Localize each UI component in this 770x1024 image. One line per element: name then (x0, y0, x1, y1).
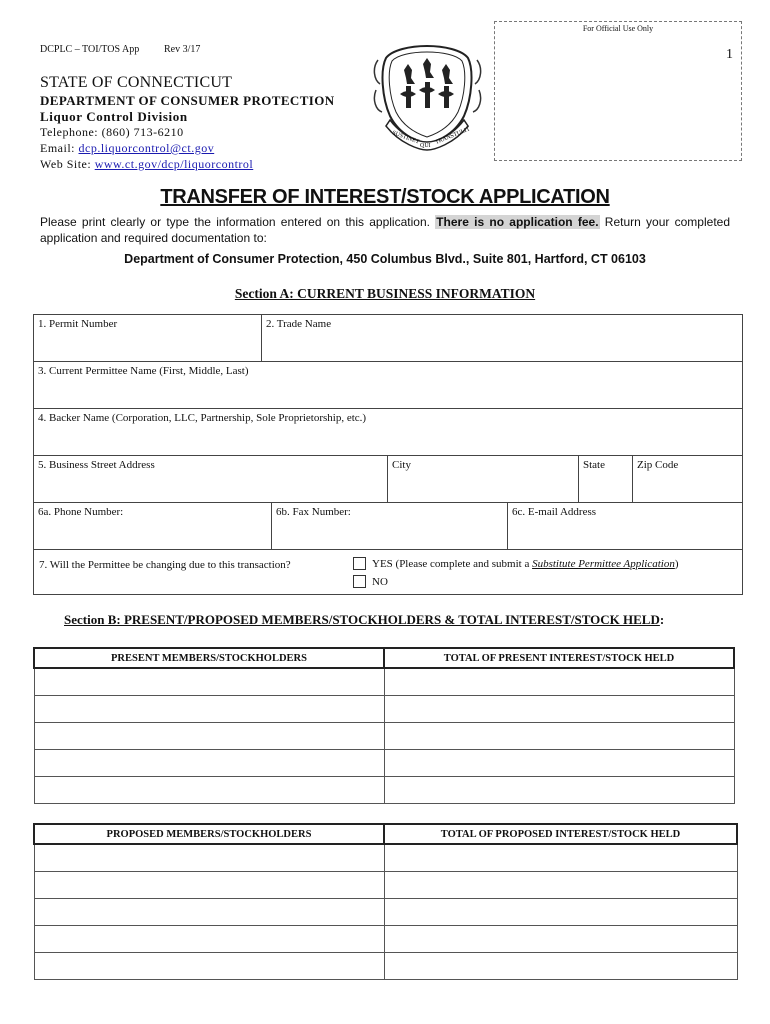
present-member-cell[interactable] (34, 750, 384, 777)
division-name: Liquor Control Division (40, 109, 188, 124)
state-name: STATE OF CONNECTICUT (40, 74, 233, 91)
backer-name-field[interactable]: 4. Backer Name (Corporation, LLC, Partnership, Sole Proprietorship, etc.) (33, 408, 743, 456)
yes-checkbox[interactable] (353, 557, 366, 570)
table-row (34, 668, 734, 696)
state-field[interactable]: State (578, 455, 633, 503)
present-member-cell[interactable] (34, 723, 384, 750)
proposed-interest-cell[interactable] (384, 953, 737, 980)
seal-motto-3: TRANSTULIT (434, 126, 472, 146)
no-option-label: NO (372, 576, 388, 588)
proposed-interest-cell[interactable] (384, 926, 737, 953)
present-interest-header: TOTAL OF PRESENT INTEREST/STOCK HELD (384, 648, 734, 668)
zip-code-field[interactable]: Zip Code (632, 455, 743, 503)
table-row (34, 926, 737, 953)
present-interest-cell[interactable] (384, 723, 734, 750)
intro-text: Please print clearly or type the information entered on this application. There is no application fee. Return your completed application and required documentation to: (40, 215, 730, 245)
seal-motto-1: SUSTINET (391, 130, 421, 146)
form-title: TRANSFER OF INTEREST/STOCK APPLICATION (160, 186, 610, 208)
phone-number-field[interactable]: 6a. Phone Number: (33, 502, 272, 550)
city-field[interactable]: City (387, 455, 579, 503)
department-name: DEPARTMENT OF CONSUMER PROTECTION (40, 93, 335, 108)
table-row (34, 750, 734, 777)
proposed-members-header: PROPOSED MEMBERS/STOCKHOLDERS (34, 824, 384, 844)
section-a-title: Section A: CURRENT BUSINESS INFORMATION (234, 286, 536, 301)
table-row (34, 872, 737, 899)
proposed-interest-cell[interactable] (384, 899, 737, 926)
permittee-name-field[interactable]: 3. Current Permittee Name (First, Middle, Last) (33, 361, 743, 409)
website-line: Web Site: www.ct.gov/dcp/liquorcontrol (40, 157, 254, 171)
present-interest-cell[interactable] (384, 777, 734, 804)
no-fee-highlight: There is no application fee. (436, 215, 599, 229)
email-address-field[interactable]: 6c. E-mail Address (507, 502, 743, 550)
proposed-interest-cell[interactable] (384, 872, 737, 899)
trade-name-field[interactable]: 2. Trade Name (261, 314, 743, 362)
present-members-header: PRESENT MEMBERS/STOCKHOLDERS (34, 648, 384, 668)
telephone-line: Telephone: (860) 713-6210 (40, 125, 184, 139)
page-number: 1 (726, 47, 733, 62)
table-row (34, 844, 737, 872)
no-checkbox[interactable] (353, 575, 366, 588)
yes-option-label: YES (Please complete and submit a Substitute Permittee Application) (372, 558, 679, 570)
permit-number-field[interactable]: 1. Permit Number (33, 314, 262, 362)
table-row (34, 723, 734, 750)
form-revision: Rev 3/17 (164, 44, 201, 55)
present-interest-cell[interactable] (384, 668, 734, 696)
proposed-member-cell[interactable] (34, 899, 384, 926)
email-line: Email: dcp.liquorcontrol@ct.gov (40, 141, 215, 155)
present-member-cell[interactable] (34, 777, 384, 804)
seal-motto-2: QUI (420, 143, 431, 149)
substitute-permittee-link[interactable]: Substitute Permittee Application (532, 558, 675, 570)
proposed-interest-header: TOTAL OF PROPOSED INTEREST/STOCK HELD (384, 824, 737, 844)
section-b-title: Section B: PRESENT/PROPOSED MEMBERS/STOCKHOLDERS & TOTAL INTEREST/STOCK HELD: (64, 612, 665, 627)
official-use-box (494, 21, 742, 161)
present-members-table (33, 647, 735, 804)
street-address-field[interactable]: 5. Business Street Address (33, 455, 388, 503)
table-row (34, 696, 734, 723)
present-member-cell[interactable] (34, 668, 384, 696)
mailing-address: Department of Consumer Protection, 450 Columbus Blvd., Suite 801, Hartford, CT 06103 (124, 252, 646, 266)
state-seal-icon (370, 40, 485, 158)
table-row (34, 953, 737, 980)
proposed-members-table (33, 823, 738, 980)
email-link[interactable]: dcp.liquorcontrol@ct.gov (78, 141, 215, 155)
proposed-member-cell[interactable] (34, 844, 384, 872)
proposed-member-cell[interactable] (34, 953, 384, 980)
table-row (34, 777, 734, 804)
proposed-interest-cell[interactable] (384, 844, 737, 872)
present-interest-cell[interactable] (384, 750, 734, 777)
permittee-change-question: 7. Will the Permittee be changing due to this transaction? (39, 559, 291, 571)
proposed-member-cell[interactable] (34, 872, 384, 899)
present-interest-cell[interactable] (384, 696, 734, 723)
official-use-label: For Official Use Only (582, 24, 654, 33)
website-link[interactable]: www.ct.gov/dcp/liquorcontrol (94, 157, 254, 171)
proposed-member-cell[interactable] (34, 926, 384, 953)
fax-number-field[interactable]: 6b. Fax Number: (271, 502, 508, 550)
permittee-change-row (33, 549, 743, 595)
form-code: DCPLC – TOI/TOS App (40, 44, 140, 55)
present-member-cell[interactable] (34, 696, 384, 723)
telephone-number: (860) 713-6210 (101, 125, 184, 139)
table-row (34, 899, 737, 926)
